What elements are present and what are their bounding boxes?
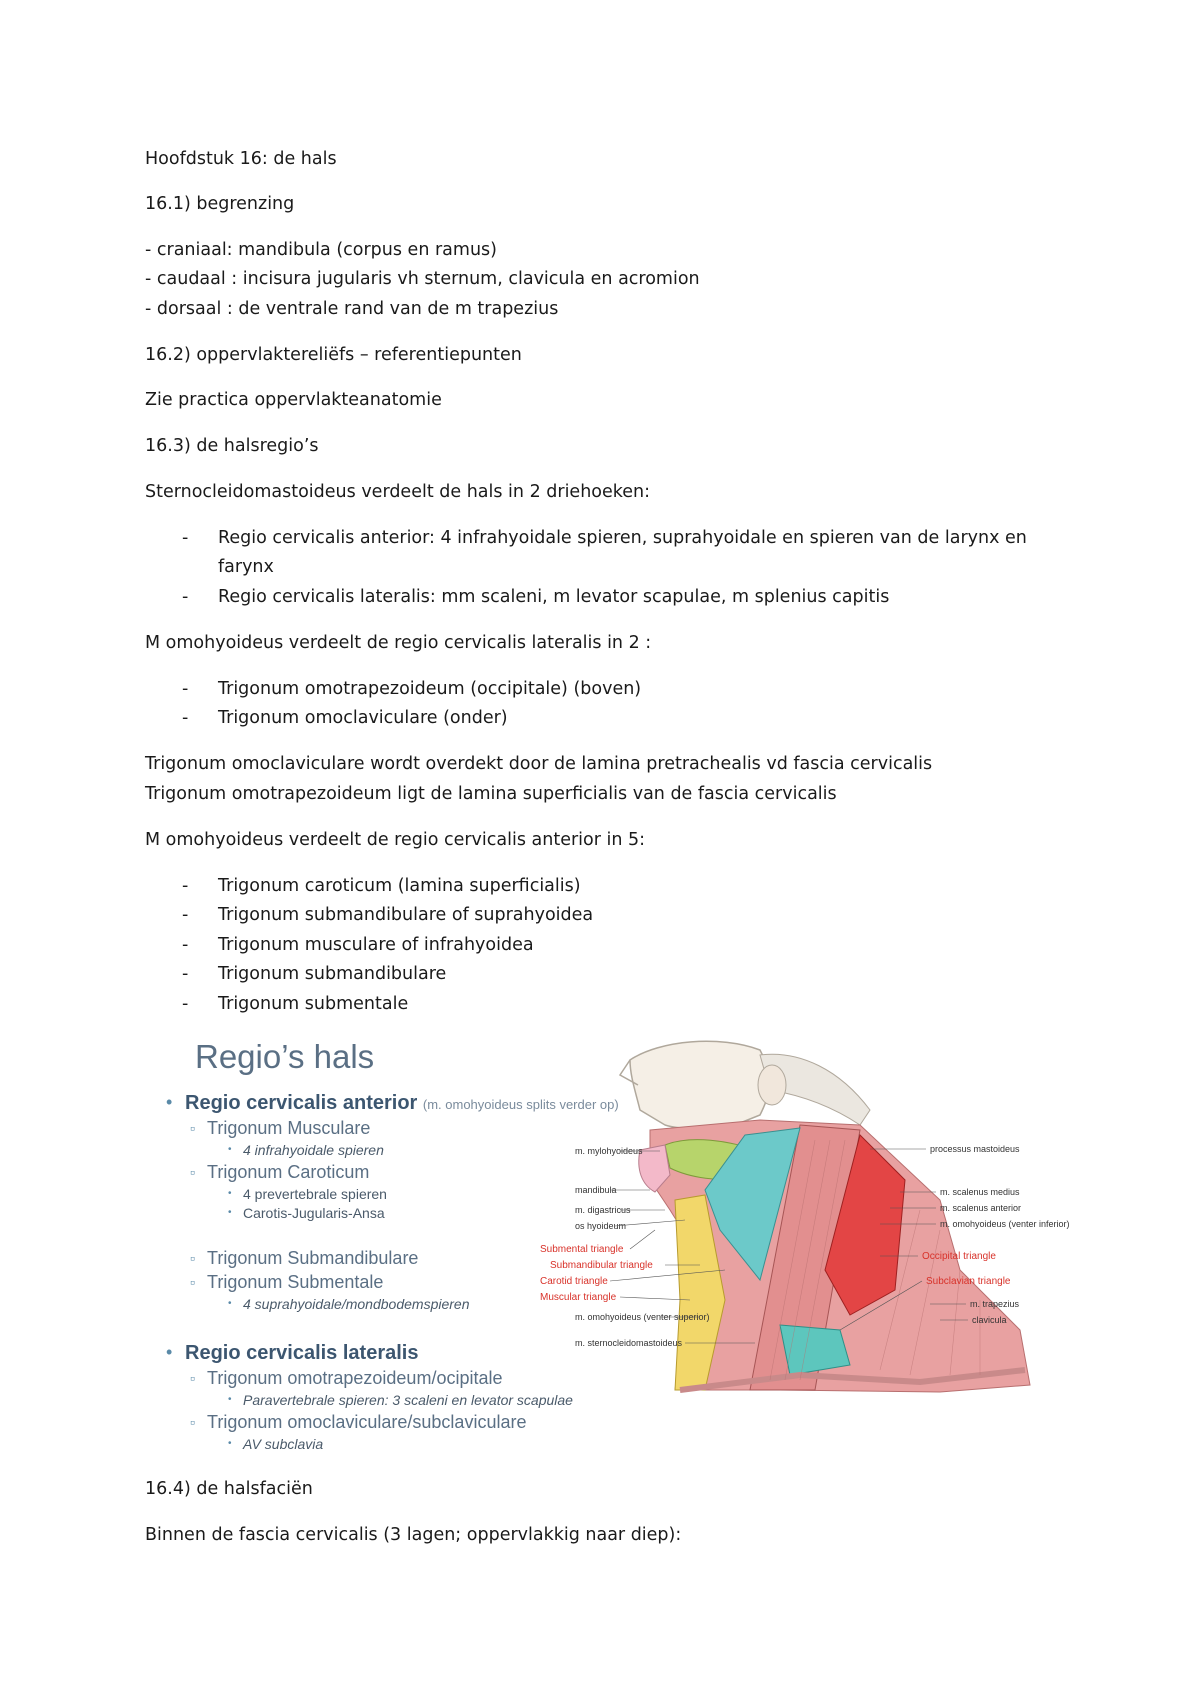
neck-regions-figure xyxy=(160,1030,1070,1460)
list-dash: - xyxy=(182,587,189,607)
anatomy-label: processus mastoideus xyxy=(930,1144,1020,1154)
figure-item: Trigonum Caroticum xyxy=(207,1162,370,1182)
figure-subitem: 4 prevertebrale spieren xyxy=(243,1186,387,1202)
ear-shape xyxy=(758,1065,786,1105)
paragraph: Binnen de fascia cervicalis (3 lagen; oppervlakkig naar diep): xyxy=(145,1525,682,1545)
figure-item: Trigonum Submandibulare xyxy=(207,1248,419,1268)
bullet-icon: ▫ xyxy=(190,1120,195,1136)
section-heading-16-3: 16.3) de halsregio’s xyxy=(145,436,319,456)
bullet-icon: • xyxy=(228,1394,232,1405)
list-item: Regio cervicalis lateralis: mm scaleni, m levator scapulae, m splenius capitis xyxy=(218,587,890,607)
list-dash: - xyxy=(182,528,189,548)
figure-subitem: AV subclavia xyxy=(243,1436,324,1452)
list-dash: - xyxy=(182,905,189,925)
head-shape xyxy=(630,1041,770,1128)
boundary-line: - dorsaal : de ventrale rand van de m trapezius xyxy=(145,299,559,319)
list-item: Regio cervicalis anterior: 4 infrahyoidale spieren, suprahyoidale en spieren van de larynx en xyxy=(218,528,1027,548)
list-item: Trigonum submentale xyxy=(218,994,409,1014)
figure-subitem: 4 suprahyoidale/mondbodemspieren xyxy=(243,1296,470,1312)
anatomy-label: clavicula xyxy=(972,1315,1007,1325)
list-dash: - xyxy=(182,679,189,699)
paragraph: Zie practica oppervlakteanatomie xyxy=(145,390,442,410)
figure-subitem: Paravertebrale spieren: 3 scaleni en levator scapulae xyxy=(243,1392,573,1408)
paragraph-line: Trigonum omoclaviculare wordt overdekt door de lamina pretrachealis vd fascia cervicalis xyxy=(145,754,933,774)
figure-item: Trigonum omoclaviculare/subclaviculare xyxy=(207,1412,527,1432)
bullet-icon: ▫ xyxy=(190,1414,195,1430)
bullet-icon: ▫ xyxy=(190,1274,195,1290)
bullet-icon: • xyxy=(228,1144,232,1155)
list-dash: - xyxy=(182,964,189,984)
anatomy-label: os hyoideum xyxy=(575,1221,627,1231)
paragraph: Sternocleidomastoideus verdeelt de hals in 2 driehoeken: xyxy=(145,482,651,502)
paragraph: M omohyoideus verdeelt de regio cervicalis lateralis in 2 : xyxy=(145,633,652,653)
chapter-title: Hoofdstuk 16: de hals xyxy=(145,149,337,169)
list-item-continuation: farynx xyxy=(218,557,274,577)
bullet-icon: • xyxy=(228,1438,232,1449)
anatomy-label: m. trapezius xyxy=(970,1299,1020,1309)
figure-title: Regio’s hals xyxy=(195,1038,375,1075)
boundary-line: - caudaal : incisura jugularis vh sternum, clavicula en acromion xyxy=(145,269,700,289)
paragraph: M omohyoideus verdeelt de regio cervicalis anterior in 5: xyxy=(145,830,646,850)
bullet-icon: • xyxy=(166,1092,173,1112)
bullet-icon: • xyxy=(228,1298,232,1309)
list-dash: - xyxy=(182,935,189,955)
figure-anterior-label: Regio cervicalis anterior xyxy=(185,1092,418,1114)
triangle-label: Carotid triangle xyxy=(540,1276,608,1287)
list-dash: - xyxy=(182,876,189,896)
neck-anatomy-illustration xyxy=(160,1030,1070,1460)
list-dash: - xyxy=(182,994,189,1014)
figure-item: Trigonum Musculare xyxy=(207,1118,371,1138)
list-item: Trigonum caroticum (lamina superficialis) xyxy=(218,876,581,896)
bullet-icon: • xyxy=(228,1207,232,1218)
anatomy-label: m. omohyoideus (venter superior) xyxy=(575,1312,710,1322)
anatomy-label: m. digastricus xyxy=(575,1205,631,1215)
triangle-label: Subclavian triangle xyxy=(926,1276,1011,1287)
bullet-icon: • xyxy=(166,1342,173,1362)
list-item: Trigonum omoclaviculare (onder) xyxy=(218,708,508,728)
figure-lateral-heading: Regio cervicalis lateralis xyxy=(185,1342,419,1364)
paragraph-line: Trigonum omotrapezoideum ligt de lamina superficialis van de fascia cervicalis xyxy=(145,784,837,804)
list-item: Trigonum musculare of infrahyoidea xyxy=(218,935,534,955)
figure-anterior-note: (m. omohyoideus splits verder op) xyxy=(422,1097,619,1112)
bullet-icon: ▫ xyxy=(190,1250,195,1266)
bullet-icon: • xyxy=(228,1188,232,1199)
section-heading-16-1: 16.1) begrenzing xyxy=(145,194,295,214)
list-dash: - xyxy=(182,708,189,728)
anatomy-label: m. scalenus anterior xyxy=(940,1203,1022,1213)
bullet-icon: ▫ xyxy=(190,1370,195,1386)
triangle-label: Occipital triangle xyxy=(922,1251,996,1262)
figure-item: Trigonum omotrapezoideum/ocipitale xyxy=(207,1368,503,1388)
triangle-label: Submental triangle xyxy=(540,1244,624,1255)
figure-item: Trigonum Submentale xyxy=(207,1272,384,1292)
list-item: Trigonum omotrapezoideum (occipitale) (boven) xyxy=(218,679,642,699)
anatomy-label: m. mylohyoideus xyxy=(575,1146,643,1156)
section-heading-16-2: 16.2) oppervlaktereliëfs – referentiepunten xyxy=(145,345,522,365)
anatomy-label: mandibula xyxy=(575,1185,617,1195)
anatomy-label: m. omohyoideus (venter inferior) xyxy=(940,1219,1070,1229)
list-item: Trigonum submandibulare of suprahyoidea xyxy=(218,905,594,925)
figure-subitem: Carotis-Jugularis-Ansa xyxy=(243,1205,385,1221)
bullet-icon: ▫ xyxy=(190,1164,195,1180)
triangle-label: Submandibular triangle xyxy=(550,1260,653,1271)
list-item: Trigonum submandibulare xyxy=(218,964,447,984)
boundary-line: - craniaal: mandibula (corpus en ramus) xyxy=(145,240,497,260)
triangle-label: Muscular triangle xyxy=(540,1292,617,1303)
anatomy-label: m. scalenus medius xyxy=(940,1187,1020,1197)
section-heading-16-4: 16.4) de halsfaciën xyxy=(145,1479,313,1499)
anatomy-label: m. sternocleidomastoideus xyxy=(575,1338,683,1348)
figure-subitem: 4 infrahyoidale spieren xyxy=(243,1142,384,1158)
